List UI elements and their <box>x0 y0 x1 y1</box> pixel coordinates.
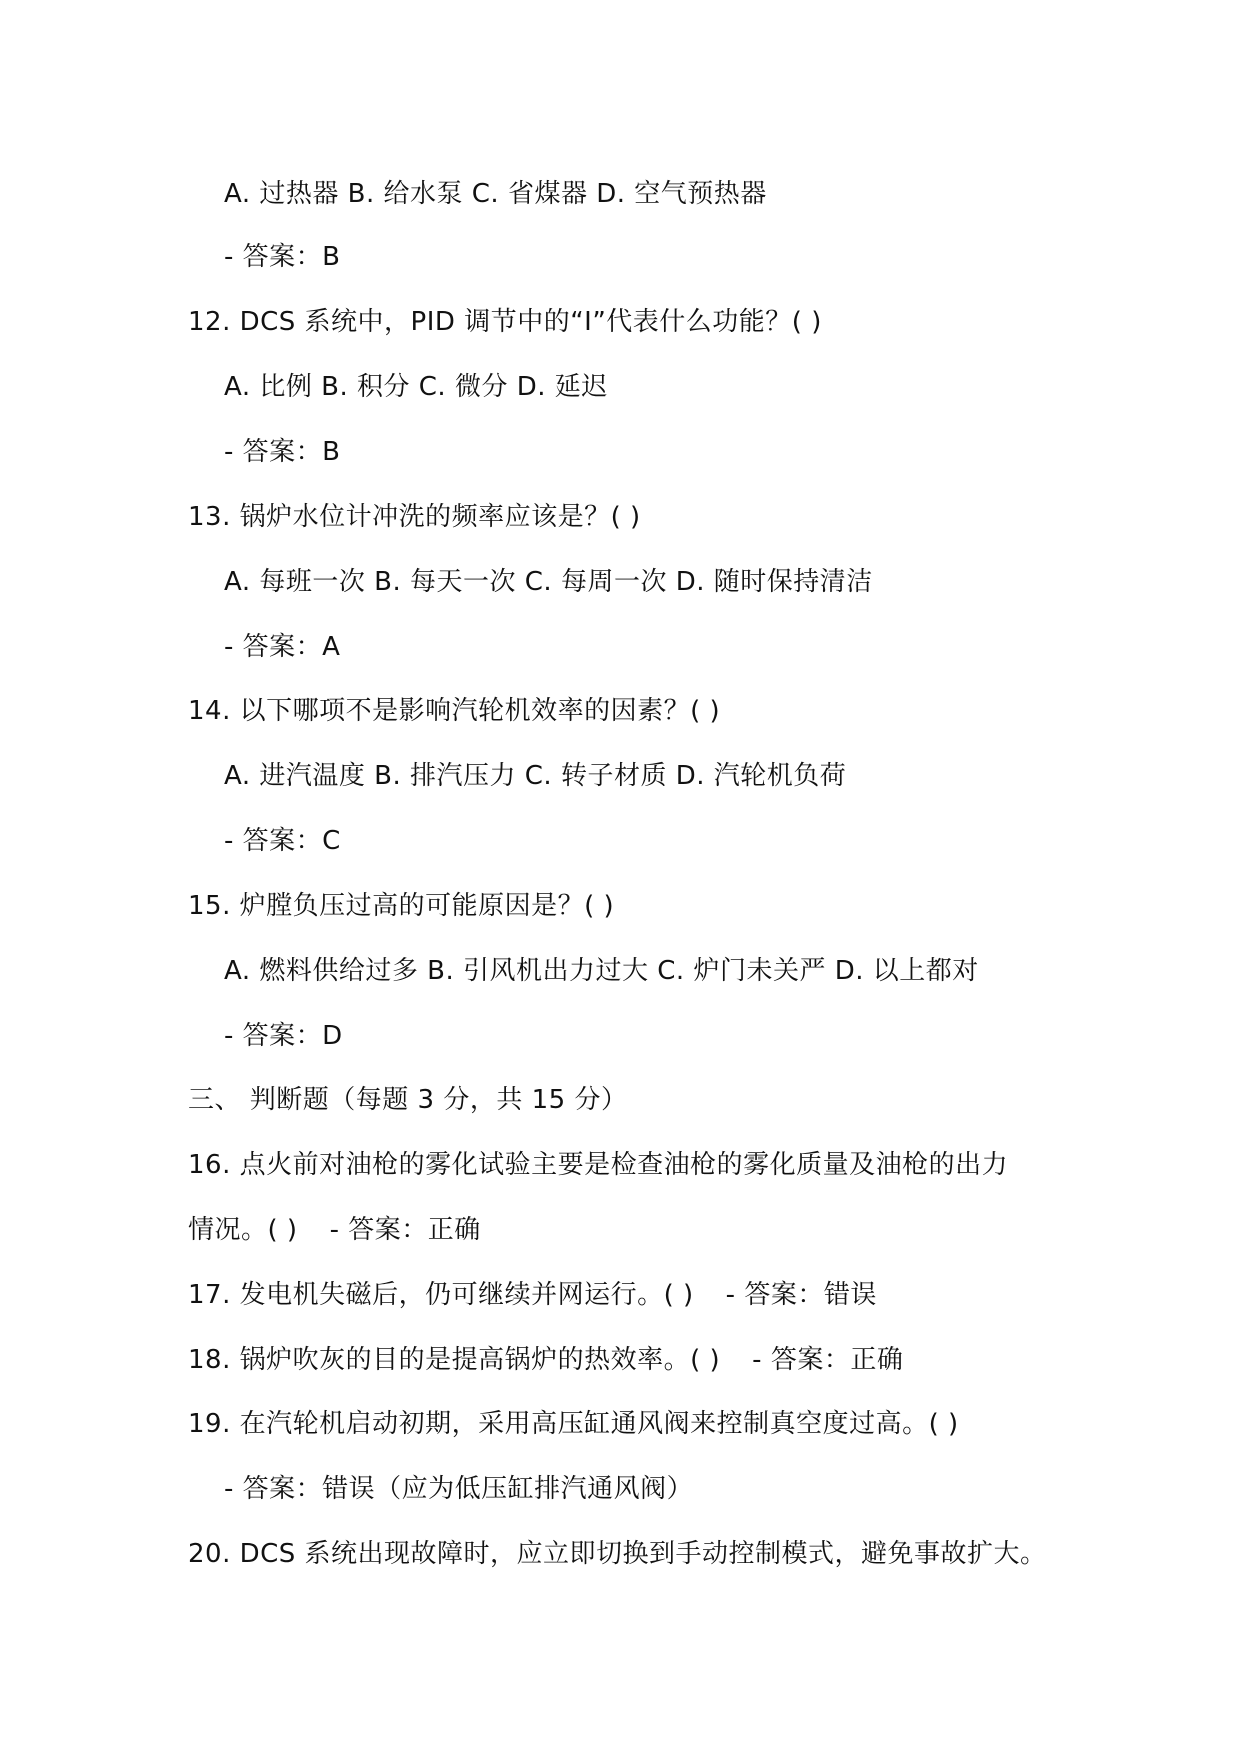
q20-question: 20. DCS 系统出现故障时，应立即切换到手动控制模式，避免事故扩大。 <box>188 1539 1047 1569</box>
q14-options: A. 进汽温度 B. 排汽压力 C. 转子材质 D. 汽轮机负荷 <box>224 761 847 791</box>
q16-question-line2 <box>188 1213 481 1247</box>
q12-answer: - 答案：B <box>224 437 341 467</box>
q16-answer: - 答案：正确 <box>329 1215 481 1245</box>
q13-answer: - 答案：A <box>224 632 341 662</box>
q18-answer: - 答案：正确 <box>752 1345 904 1375</box>
q16-question-tail: 情况。( ) <box>188 1215 298 1245</box>
q11-answer: - 答案：B <box>224 242 341 272</box>
q18-question: 18. 锅炉吹灰的目的是提高锅炉的热效率。( ) <box>188 1345 721 1375</box>
q11-options: A. 过热器 B. 给水泵 C. 省煤器 D. 空气预热器 <box>224 179 767 209</box>
q14-question: 14. 以下哪项不是影响汽轮机效率的因素？( ) <box>188 696 721 726</box>
q12-options: A. 比例 B. 积分 C. 微分 D. 延迟 <box>224 372 608 402</box>
q13-question: 13. 锅炉水位计冲洗的频率应该是？( ) <box>188 502 641 532</box>
q12-question: 12. DCS 系统中，PID 调节中的“I”代表什么功能？( ) <box>188 307 822 337</box>
q15-answer: - 答案：D <box>224 1021 343 1051</box>
q19-question: 19. 在汽轮机启动初期，采用高压缸通风阀来控制真空度过高。( ) <box>188 1409 959 1439</box>
q15-question: 15. 炉膛负压过高的可能原因是？( ) <box>188 891 615 921</box>
q17-answer: - 答案：错误 <box>725 1280 877 1310</box>
q17-line <box>188 1278 877 1312</box>
q13-options: A. 每班一次 B. 每天一次 C. 每周一次 D. 随时保持清洁 <box>224 567 873 597</box>
q15-options: A. 燃料供给过多 B. 引风机出力过大 C. 炉门未关严 D. 以上都对 <box>224 956 979 986</box>
q18-line <box>188 1343 903 1377</box>
q16-question-line1: 16. 点火前对油枪的雾化试验主要是检查油枪的雾化质量及油枪的出力 <box>188 1150 1009 1180</box>
q19-answer: - 答案：错误（应为低压缸排汽通风阀） <box>224 1474 694 1504</box>
q17-question: 17. 发电机失磁后，仍可继续并网运行。( ) <box>188 1280 694 1310</box>
q14-answer: - 答案：C <box>224 826 341 856</box>
section-heading-true-false: 三、 判断题（每题 3 分，共 15 分） <box>188 1085 628 1115</box>
